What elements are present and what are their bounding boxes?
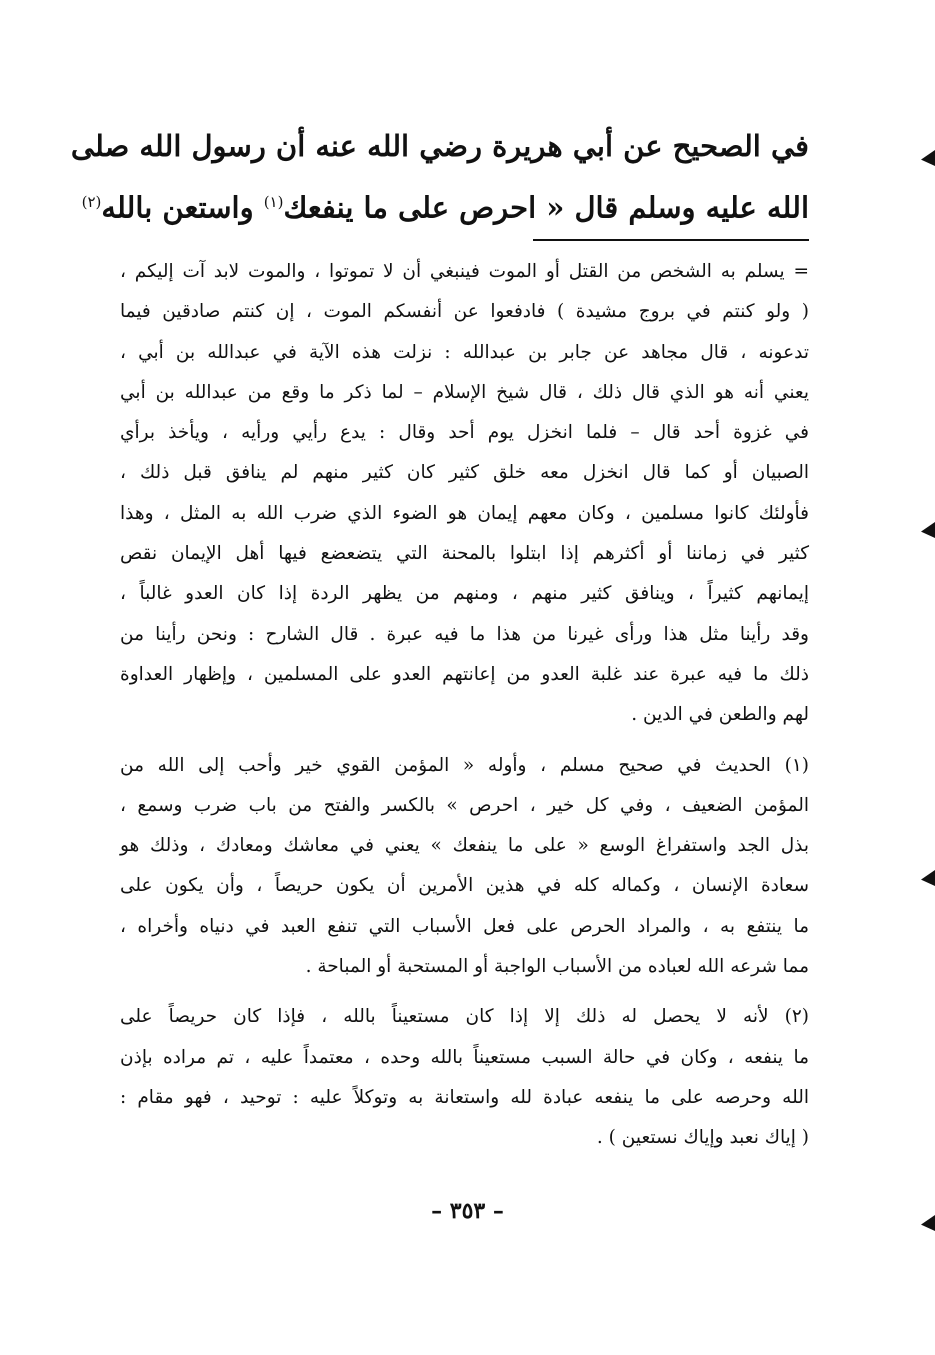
main-text-line-2 (81, 174, 809, 236)
footnote-continuation (120, 252, 809, 736)
page-number: – ٣٥٣ – (431, 1198, 504, 1224)
note-line: كثير في زماننا أو أكثرهم إذا ابتلوا بالمحنة التي يتضعضع فيها أهل الإيمان نقص (120, 543, 809, 565)
footnote-1 (120, 746, 809, 988)
note-line: ذلك ما فيه عبرة عند غلبة العدو من إعانتهم العدو على المسلمين ، وإظهار العداوة (120, 663, 809, 685)
note-line: المؤمن الضعيف ، وفي كل خير ، احرص » بالكسر والفتح من باب ضرب وسمع ، (120, 794, 809, 816)
note-line: ( إياك نعبد وإياك نستعين ) . (596, 1127, 809, 1149)
note-line: = يسلم به الشخص من القتل أو الموت فينبغي أن لا تموتوا ، والموت لابد آت إليكم ، (120, 261, 809, 282)
note-line: يعني أنه هو الذي قال ذلك ، قال شيخ الإسلام – لما ذكر ما وقع من عبدالله بن أبي (120, 381, 809, 403)
main-text-line-2-part-b: واستعن بالله (101, 190, 254, 225)
main-text (70, 118, 809, 236)
footnote-separator (533, 239, 809, 241)
main-text-line-1: في الصحيح عن أبي هريرة رضي الله عنه أن رسول الله صلى (70, 129, 809, 163)
note-line: (١) الحديث في صحيح مسلم ، وأوله « المؤمن القوي خير وأحب إلى الله من (120, 754, 809, 776)
main-text-line-2-part-a: الله عليه وسلم قال « احرص على ما ينفعك (283, 190, 809, 225)
note-line: في غزوة أحد قال – فلما انخزل يوم أحد وقال : يدع رأيي ورأيه ، ويأخذ برأي (120, 422, 809, 444)
note-line: ما ينفعه ، وكان في حالة السبب مستعيناً بالله وحده ، معتمداً عليه ، تم مراده بإذن (120, 1046, 809, 1068)
margin-mark (921, 150, 935, 166)
note-line: وقد رأينا مثل هذا ورأى غيرنا من هذا ما فيه عبرة . قال الشارح : ونحن رأينا من (120, 623, 809, 645)
margin-mark (921, 870, 935, 886)
note-line: لهم والطعن في الدين . (631, 704, 809, 726)
footnote-marker-2: (٢) (81, 193, 102, 211)
note-line: مما شرعه الله لعباده من الأسباب الواجبة أو المستحبة أو المباحة . (305, 956, 809, 978)
note-line: تدعونه ، قال مجاهد عن جابر بن عبدالله : نزلت هذه الآية في عبدالله بن أبي ، (120, 341, 809, 363)
note-line: (٢) لأنه لا يحصل له ذلك إلا إذا كان مستعيناً بالله ، فإذا كان حريصاً على (120, 1006, 809, 1028)
footnote-marker-1: (١) (263, 193, 284, 211)
footnote-2 (120, 997, 809, 1158)
note-line: إيمانهم كثيراً ، وينافق كثير منهم ، ومنهم من يظهر الردة إذا كان العدو غالباً ، (120, 583, 809, 605)
note-line: بذل الجد واستفراغ الوسع « على ما ينفعك » يعني في معاشك ومعادك ، وذلك هو (120, 835, 809, 857)
note-line: ( ولو كنتم في بروج مشيدة ) فادفعوا عن أنفسكم الموت ، إن كنتم صادقين فيما (120, 301, 809, 323)
note-line: الصبيان أو كما قال انخزل معه خلق كثير كان كثير منهم لم ينافق قبل ذلك ، (120, 462, 809, 484)
note-line: فأولئك كانوا مسلمين ، وكان معهم إيمان هو الضوء الذي ضرب الله به المثل ، وهذا (120, 502, 809, 524)
note-line: ما ينتفع به ، والمراد الحرص على فعل الأسباب التي تنفع العبد في دنياه وأخراه ، (120, 915, 809, 937)
note-line: سعادة الإنسان ، وكماله كله في هذين الأمرين أن يكون حريصاً ، وأن يكون على (120, 875, 809, 897)
note-line: الله وحرصه على ما ينفعه عبادة لله واستعانة به وتوكلاً عليه : توحيد ، فهو مقام : (120, 1086, 809, 1108)
footnotes (120, 252, 809, 1159)
margin-mark (921, 522, 935, 538)
